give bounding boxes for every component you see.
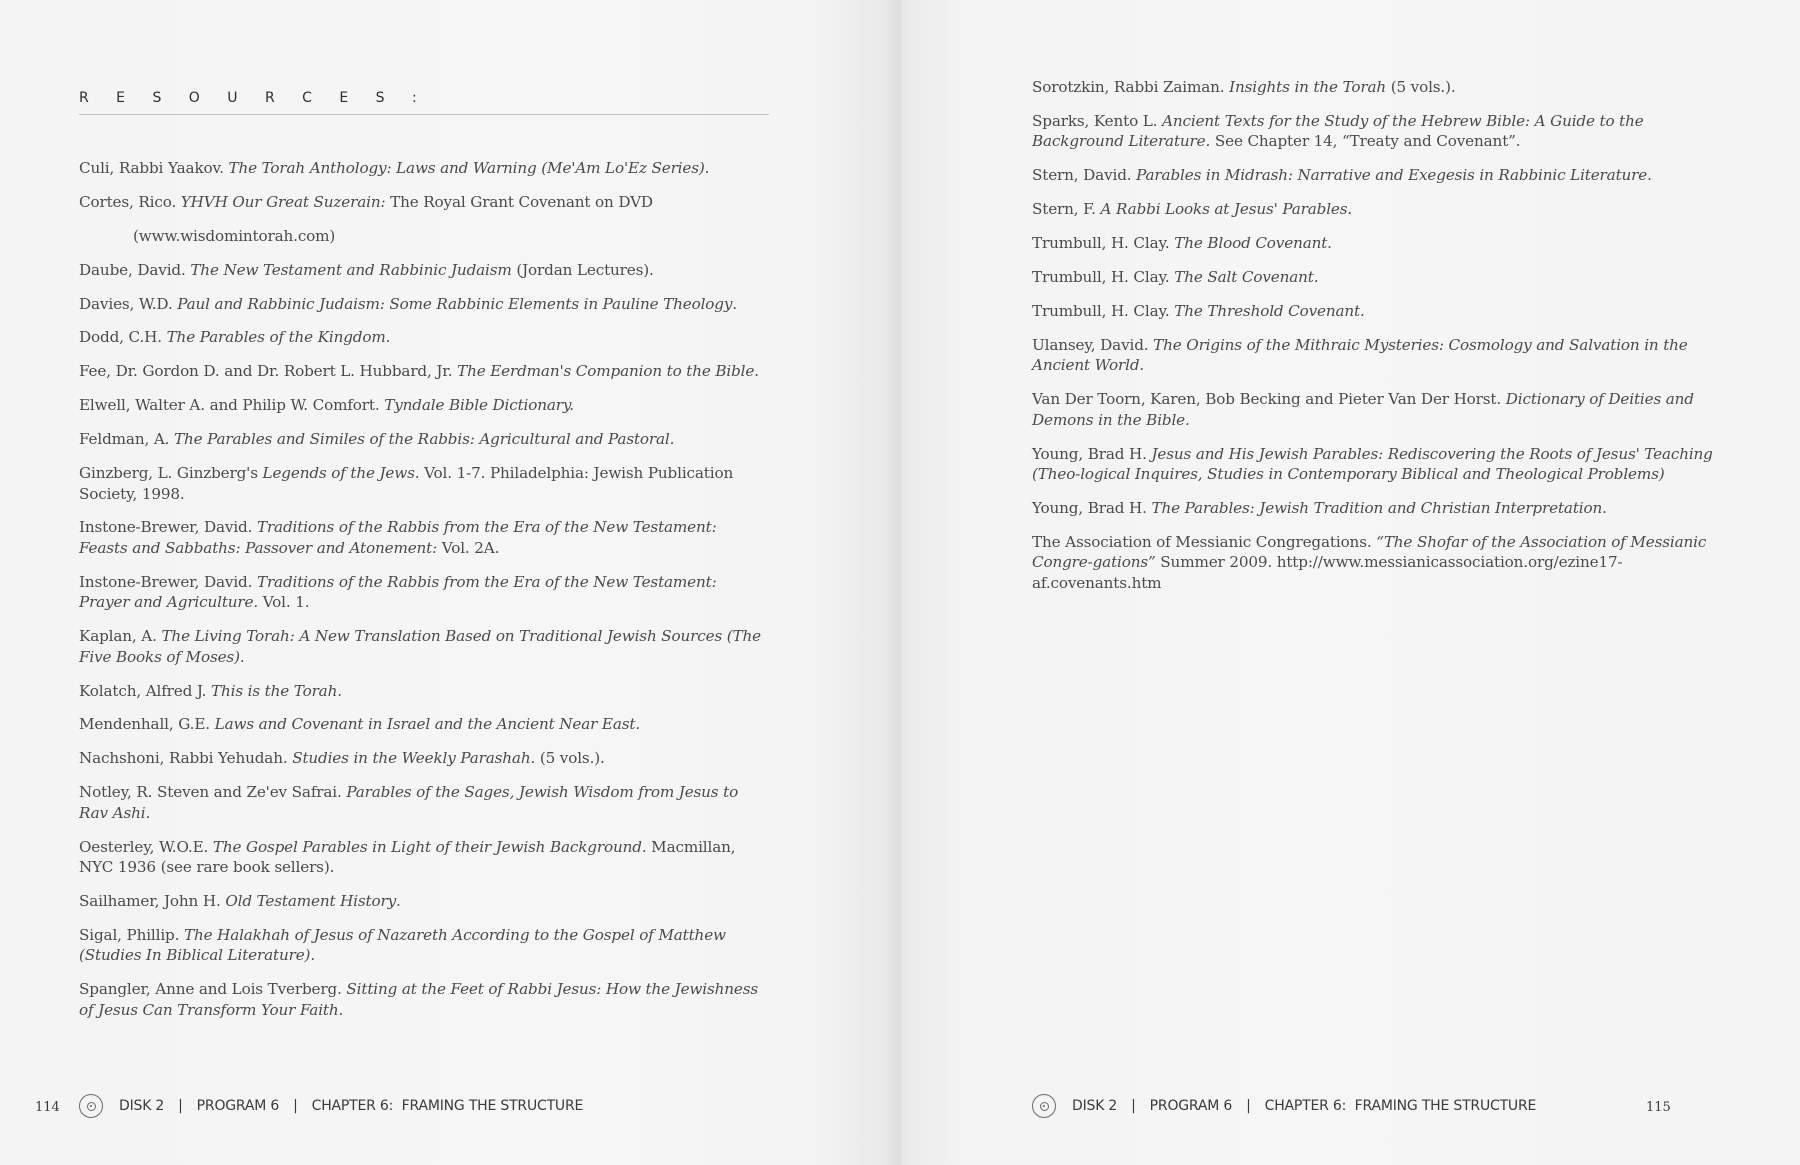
reference-entry: Sailhamer, John H. Old Testament History. (79, 892, 401, 911)
footer-separator: | (1246, 1098, 1251, 1114)
footer-separator: | (1131, 1098, 1136, 1114)
left-reference-list (79, 158, 769, 1034)
reference-entry: Elwell, Walter A. and Philip W. Comfort. Tyndale Bible Dictionary. (79, 396, 574, 415)
resources-heading: R E S O U R C E S : (79, 90, 769, 115)
footer-program: PROGRAM 6 (1149, 1098, 1233, 1114)
footer-separator: | (178, 1098, 183, 1114)
reference-entry: Dodd, C.H. The Parables of the Kingdom. (79, 328, 391, 347)
footer-chapter: CHAPTER 6: FRAMING THE STRUCTURE (311, 1098, 584, 1114)
right-page (900, 0, 1800, 1165)
page-number: 114 (35, 1100, 60, 1115)
reference-entry: Culi, Rabbi Yaakov. The Torah Anthology: Laws and Warning (Me'Am Lo'Ez Series). (79, 159, 710, 177)
reference-entry: Sigal, Phillip. The Halakhah of Jesus of Nazareth According to the Gospel of Matthew (Studies In Biblical Literature). (79, 925, 726, 965)
page-number: 115 (1646, 1100, 1671, 1115)
reference-entry: Trumbull, H. Clay. The Threshold Covenant. (1032, 301, 1365, 320)
reference-entry: Davies, W.D. Paul and Rabbinic Judaism: Some Rabbinic Elements in Pauline Theology. (79, 294, 737, 313)
reference-entry: Nachshoni, Rabbi Yehudah. Studies in the Weekly Parashah. (5 vols.). (79, 749, 605, 768)
reference-entry: Trumbull, H. Clay. The Blood Covenant. (1032, 234, 1332, 253)
reference-entry: Kolatch, Alfred J. This is the Torah. (79, 681, 342, 700)
reference-entry: Cortes, Rico. YHVH Our Great Suzerain: The Royal Grant Covenant on DVD (79, 192, 653, 211)
reference-entry: Feldman, A. The Parables and Similes of the Rabbis: Agricultural and Pastoral. (79, 430, 675, 449)
reference-entry: Ginzberg, L. Ginzberg's Legends of the Jews. Vol. 1-7. Philadelphia: Jewish Publication Society, 1998. (79, 464, 734, 503)
reference-entry: Young, Brad H. The Parables: Jewish Tradition and Christian Interpretation. (1032, 498, 1607, 517)
reference-entry: Stern, David. Parables in Midrash: Narrative and Exegesis in Rabbinic Literature. (1032, 166, 1652, 185)
reference-entry: Sparks, Kento L. Ancient Texts for the Study of the Hebrew Bible: A Guide to the Background Literature. See Chapter 14, “Treaty and Covenant”. (1032, 111, 1644, 151)
running-footer (79, 1094, 583, 1118)
disc-icon (79, 1094, 103, 1118)
reference-entry: Oesterley, W.O.E. The Gospel Parables in Light of their Jewish Background. Macmillan, NYC 1936 (see rare book sellers). (79, 837, 736, 877)
reference-entry: Trumbull, H. Clay. The Salt Covenant. (1032, 267, 1319, 286)
reference-entry: Kaplan, A. The Living Torah: A New Translation Based on Traditional Jewish Sources (The Five Books of Moses). (79, 627, 761, 666)
disc-icon (1032, 1094, 1056, 1118)
reference-entry-url: (www.wisdomintorah.com) (133, 226, 336, 245)
reference-entry: Daube, David. The New Testament and Rabbinic Judaism (Jordan Lectures). (79, 260, 654, 279)
reference-entry: The Association of Messianic Congregations. “The Shofar of the Association of Messianic Congre-gations” Summer 2009. http://www.messianicassociation.org/ezine17-af.covenants.htm (1032, 532, 1707, 592)
right-reference-list (1032, 77, 1722, 607)
reference-entry: Mendenhall, G.E. Laws and Covenant in Israel and the Ancient Near East. (79, 715, 641, 734)
footer-chapter: CHAPTER 6: FRAMING THE STRUCTURE (1264, 1098, 1537, 1114)
running-footer (1032, 1094, 1536, 1118)
reference-entry: Stern, F. A Rabbi Looks at Jesus' Parables. (1032, 200, 1353, 219)
reference-entry: Spangler, Anne and Lois Tverberg. Sitting at the Feet of Rabbi Jesus: How the Jewishness of Jesus Can Transform Your Faith. (79, 980, 759, 1019)
footer-program: PROGRAM 6 (196, 1098, 280, 1114)
reference-entry: Instone-Brewer, David. Traditions of the Rabbis from the Era of the New Testament: Prayer and Agriculture. Vol. 1. (79, 572, 717, 612)
reference-entry: Instone-Brewer, David. Traditions of the Rabbis from the Era of the New Testament: Feasts and Sabbaths: Passover and Atonement: Vol. 2A. (79, 518, 717, 557)
footer-separator: | (293, 1098, 298, 1114)
reference-entry: Ulansey, David. The Origins of the Mithraic Mysteries: Cosmology and Salvation in the Ancient World. (1032, 335, 1688, 375)
reference-entry: Sorotzkin, Rabbi Zaiman. Insights in the Torah (5 vols.). (1032, 78, 1456, 96)
footer-disk: DISK 2 (1072, 1098, 1118, 1114)
reference-entry: Fee, Dr. Gordon D. and Dr. Robert L. Hubbard, Jr. The Eerdman's Companion to the Bible. (79, 362, 759, 381)
footer-disk: DISK 2 (119, 1098, 165, 1114)
reference-entry: Van Der Toorn, Karen, Bob Becking and Pieter Van Der Horst. Dictionary of Deities and Demons in the Bible. (1032, 390, 1694, 429)
reference-entry: Young, Brad H. Jesus and His Jewish Parables: Rediscovering the Roots of Jesus' Teaching (Theo-logical Inquires, Studies in Contemporary Biblical and Theological Problems) (1032, 444, 1713, 484)
reference-entry: Notley, R. Steven and Ze'ev Safrai. Parables of the Sages, Jewish Wisdom from Jesus to Rav Ashi. (79, 783, 739, 822)
